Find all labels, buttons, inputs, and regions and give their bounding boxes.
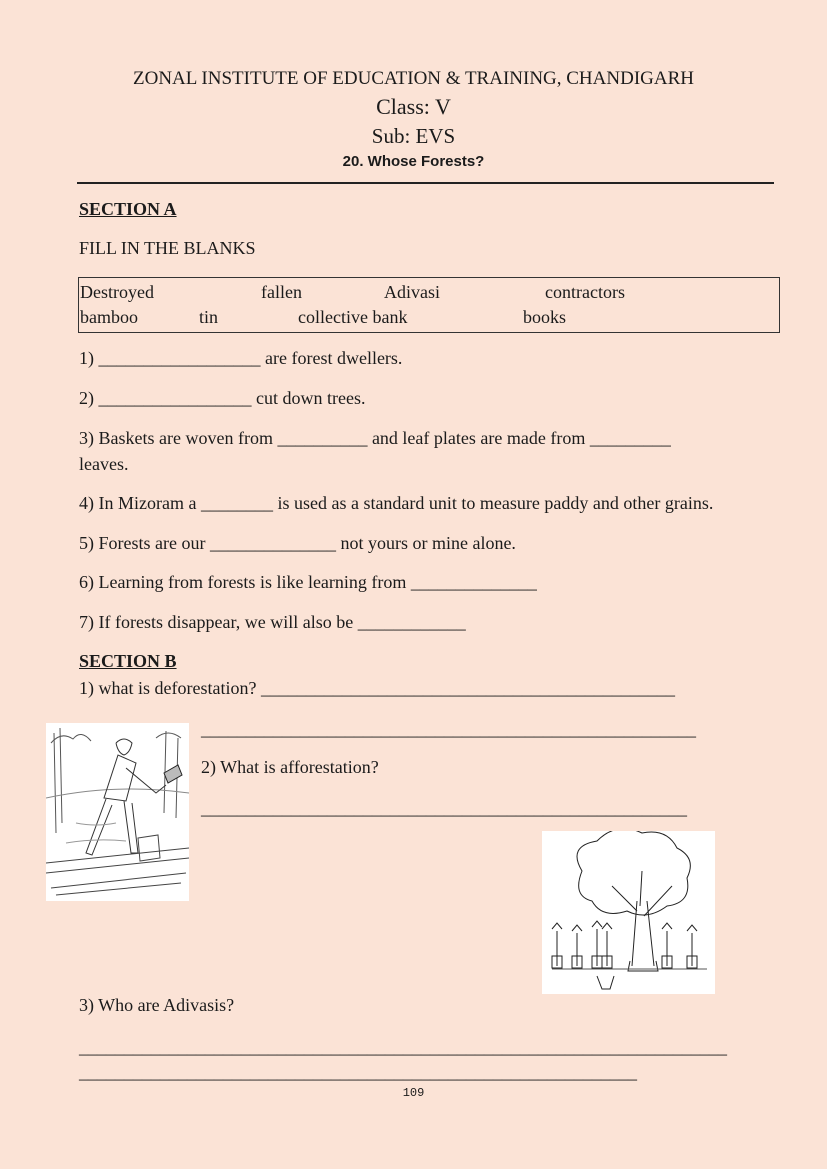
deforestation-question: 1) what is deforestation? ______________________________________________ <box>79 678 675 698</box>
word-bank-word: bamboo <box>80 307 138 327</box>
word-bank-word: books <box>523 307 567 327</box>
subject-label: Sub: EVS <box>371 124 456 148</box>
word-bank <box>78 277 780 333</box>
tree-drawing <box>542 831 715 994</box>
woodcutter-drawing <box>46 723 189 901</box>
adivasis-question: 3) Who are Adivasis? <box>79 995 235 1015</box>
woodcutter-illustration <box>46 723 189 901</box>
word-bank-word: fallen <box>261 282 302 302</box>
section-b-title: SECTION B <box>79 651 177 671</box>
word-bank-word: collective bank <box>298 307 408 327</box>
question-4: 4) In Mizoram a ________ is used as a standard unit to measure paddy and other grains. <box>79 493 714 513</box>
question-3-continued: leaves. <box>79 454 129 474</box>
fill-blanks-instruction: FILL IN THE BLANKS <box>79 238 256 258</box>
question-2: 2) _________________ cut down trees. <box>79 388 366 408</box>
chapter-title: 20. Whose Forests? <box>342 153 485 170</box>
adivasis-answer-line-1: ________________________________________________________________________ <box>79 1037 727 1057</box>
afforestation-answer-line: ______________________________________________________ <box>201 798 687 818</box>
word-bank-word: Adivasi <box>384 282 440 302</box>
institute-title: ZONAL INSTITUTE OF EDUCATION & TRAINING, CHANDIGARH <box>133 68 694 89</box>
section-a-title: SECTION A <box>79 199 177 219</box>
question-3: 3) Baskets are woven from __________ and leaf plates are made from _________ <box>79 428 671 448</box>
deforestation-answer-line: _______________________________________________________ <box>201 719 696 739</box>
tree-illustration <box>542 831 715 994</box>
word-bank-word: tin <box>199 307 219 327</box>
page-number: 109 <box>402 1086 425 1100</box>
word-bank-word: contractors <box>545 282 625 302</box>
question-6: 6) Learning from forests is like learning from ______________ <box>79 572 537 592</box>
class-label: Class: V <box>376 94 451 119</box>
question-7: 7) If forests disappear, we will also be ____________ <box>79 612 466 632</box>
question-5: 5) Forests are our ______________ not yours or mine alone. <box>79 533 516 553</box>
afforestation-question: 2) What is afforestation? <box>201 757 379 777</box>
adivasis-answer-line-2: ______________________________________________________________ <box>79 1062 637 1082</box>
question-1: 1) __________________ are forest dwellers. <box>79 348 403 368</box>
word-bank-word: Destroyed <box>80 282 154 302</box>
header-divider <box>77 182 774 184</box>
